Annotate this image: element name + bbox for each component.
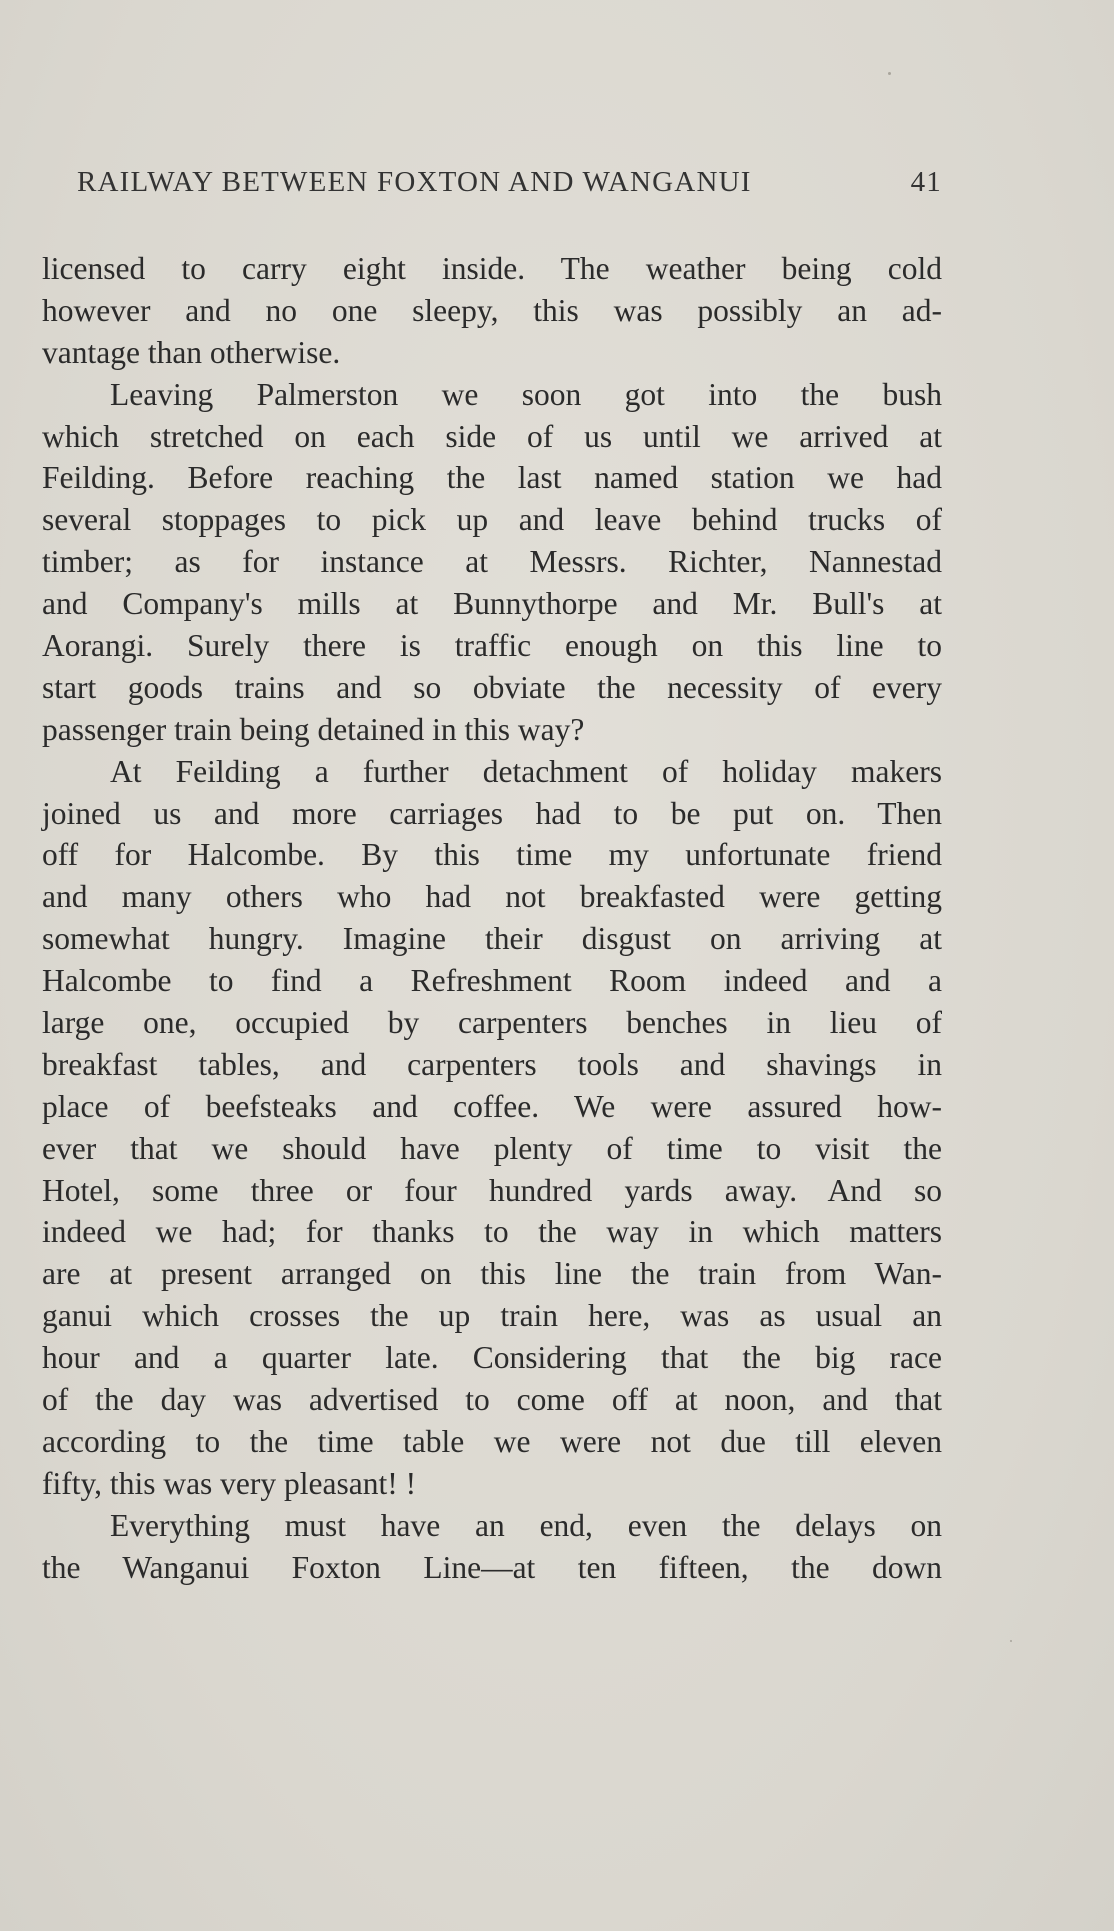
- text-line: somewhat hungry. Imagine their disgust on arriving at: [42, 921, 942, 957]
- text-line: fifty, this was very pleasant! !: [42, 1465, 417, 1501]
- paragraph: [42, 374, 942, 751]
- paragraph: [42, 751, 942, 1505]
- text-line: indeed we had; for thanks to the way in which matters: [42, 1214, 942, 1250]
- text-line: hour and a quarter late. Considering that the big race: [42, 1340, 942, 1376]
- paper-speck: [888, 72, 891, 75]
- text-line: ganui which crosses the up train here, was as usual an: [42, 1298, 942, 1334]
- text-line: according to the time table we were not due till eleven: [42, 1423, 942, 1459]
- body-text: [42, 248, 942, 1589]
- text-line: Feilding. Before reaching the last named station we had: [42, 460, 942, 496]
- text-line: are at present arranged on this line the train from Wan-: [42, 1256, 942, 1292]
- text-line: and many others who had not breakfasted were getting: [42, 879, 942, 915]
- text-line: and Company's mills at Bunnythorpe and Mr. Bull's at: [42, 586, 942, 622]
- text-line: Leaving Palmerston we soon got into the bush: [110, 376, 942, 412]
- text-line: breakfast tables, and carpenters tools and shavings in: [42, 1046, 942, 1082]
- text-line: start goods trains and so obviate the necessity of every: [42, 669, 942, 705]
- text-line: At Feilding a further detachment of holiday makers: [110, 753, 942, 789]
- text-line: however and no one sleepy, this was possibly an ad-: [42, 292, 942, 328]
- text-line: several stoppages to pick up and leave behind trucks of: [42, 502, 942, 538]
- text-line: the Wanganui Foxton Line—at ten fifteen, the down: [42, 1549, 942, 1585]
- text-line: joined us and more carriages had to be put on. Then: [42, 795, 942, 831]
- text-line: licensed to carry eight inside. The weather being cold: [42, 251, 942, 286]
- text-line: ever that we should have plenty of time to visit the: [42, 1130, 942, 1166]
- text-line: large one, occupied by carpenters benches in lieu of: [42, 1005, 942, 1041]
- text-line: which stretched on each side of us until we arrived at: [42, 418, 942, 454]
- running-title: RAILWAY BETWEEN FOXTON AND WANGANUI: [77, 166, 752, 198]
- paragraph: [42, 1505, 942, 1589]
- text-line: off for Halcombe. By this time my unfortunate friend: [42, 837, 942, 873]
- text-line: vantage than otherwise.: [42, 334, 341, 370]
- paper-speck: [1010, 1640, 1012, 1642]
- text-line: timber; as for instance at Messrs. Richter, Nannestad: [42, 544, 942, 580]
- running-head: [77, 166, 942, 206]
- text-line: passenger train being detained in this way?: [42, 711, 585, 747]
- text-line: Aorangi. Surely there is traffic enough on this line to: [42, 628, 942, 664]
- text-line: Hotel, some three or four hundred yards away. And so: [42, 1172, 942, 1208]
- text-line: of the day was advertised to come off at noon, and that: [42, 1382, 942, 1418]
- text-line: place of beefsteaks and coffee. We were assured how-: [42, 1088, 942, 1124]
- text-line: Everything must have an end, even the delays on: [110, 1507, 942, 1543]
- paragraph: [42, 248, 942, 374]
- page-number: 41: [910, 166, 942, 198]
- text-line: Halcombe to find a Refreshment Room indeed and a: [42, 963, 942, 999]
